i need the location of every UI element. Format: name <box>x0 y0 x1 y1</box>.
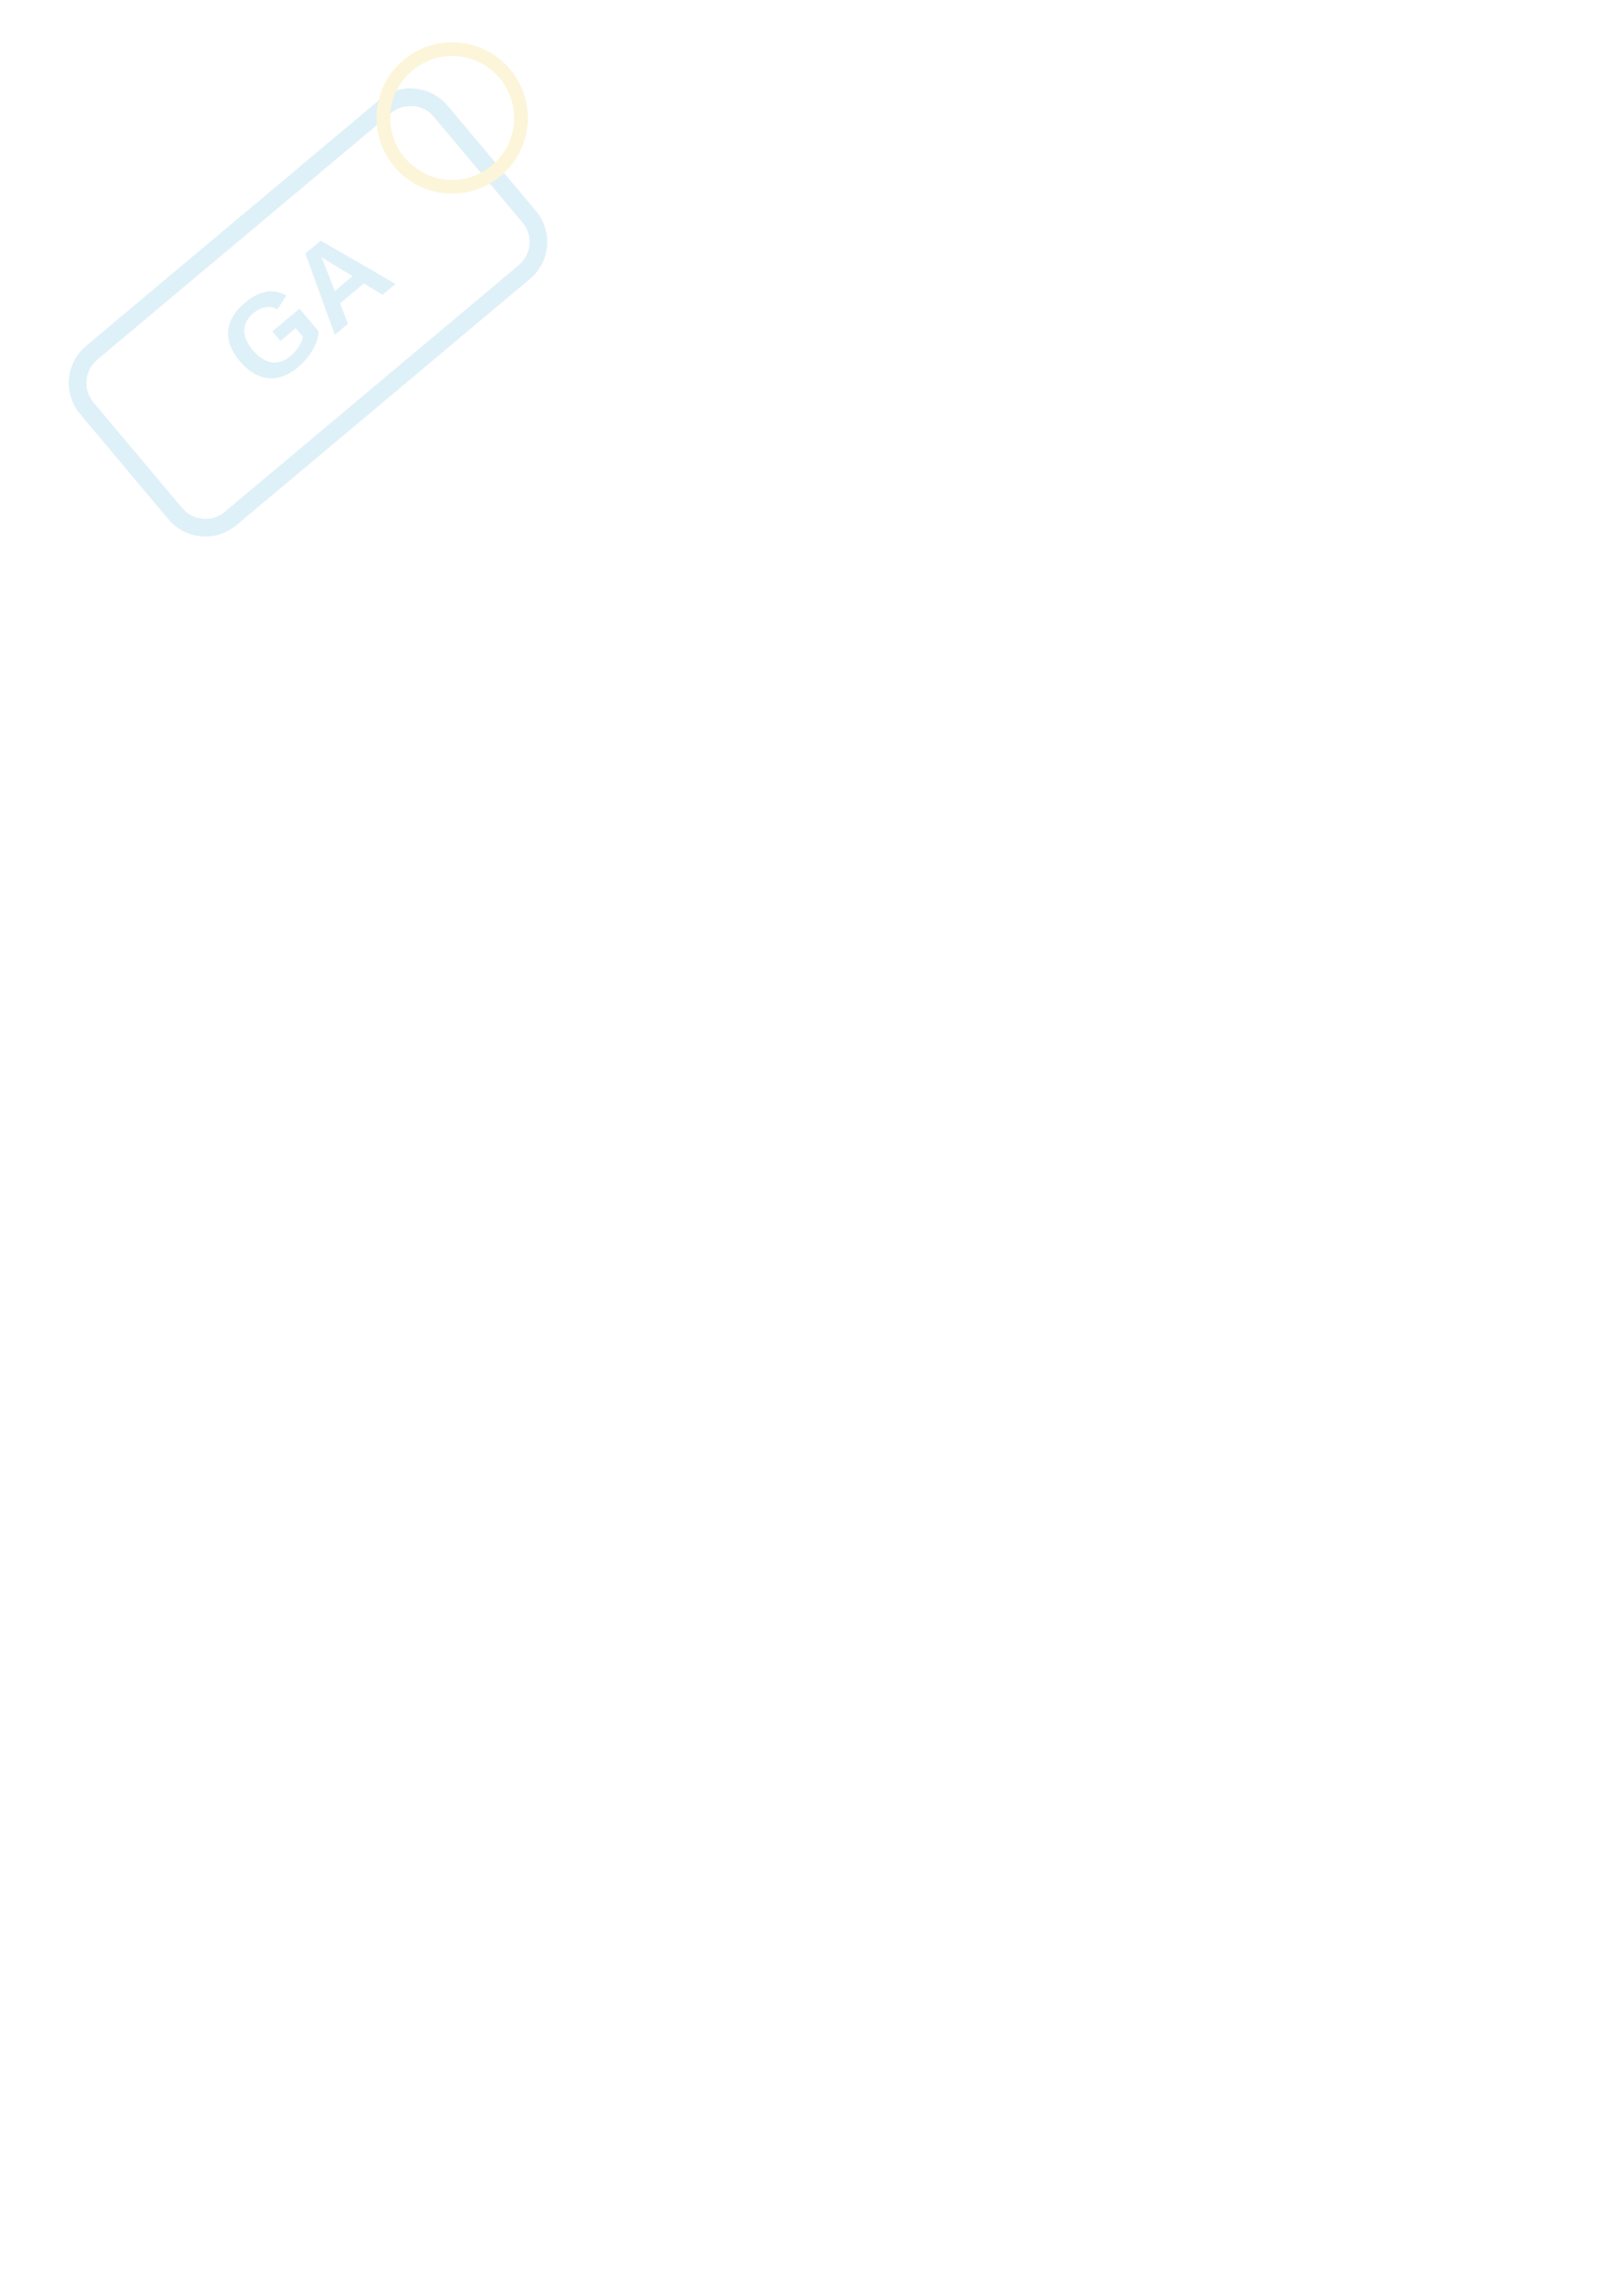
section-heading <box>109 147 1535 189</box>
intro-line <box>109 271 1535 313</box>
spacer <box>109 106 1535 147</box>
watermark-logo-icon <box>29 0 639 629</box>
notes-content <box>109 106 1535 313</box>
svg-text:GA: GA <box>194 201 415 416</box>
spacer <box>109 189 1535 230</box>
intro-line <box>109 230 1535 271</box>
